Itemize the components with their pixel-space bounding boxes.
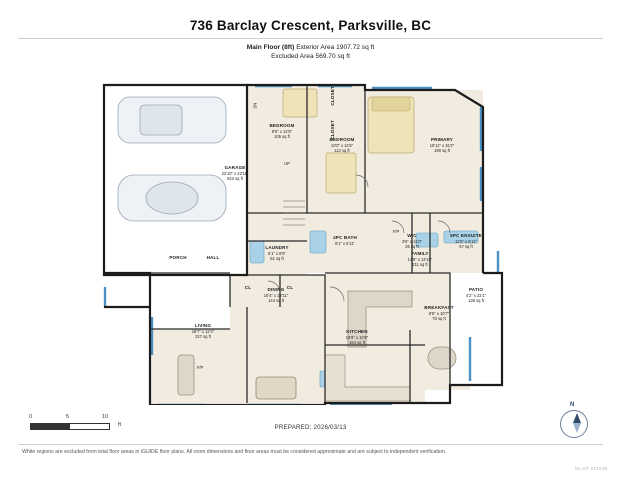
compass-needle-north [573, 413, 581, 423]
room-label-porch: PORCH [169, 255, 187, 260]
room-label-closet-2: CLOSET [330, 120, 336, 140]
disclaimer-text: White regions are excluded from total floor areas in iGUIDE floor plans. All room dimensions and floor areas must be considered approximate and are subject to independent verification. [22, 449, 447, 455]
room-label-dining: DINING 10'4" x 12'11" 144 sq ft [263, 287, 289, 303]
room-label-5pc-ensuite: 5PC ENSUITE 11'5" x 6'11" 67 sq ft [450, 233, 482, 249]
room-label-bedroom-2: BEDROOM 10'0" x 11'5" 113 sq ft [329, 137, 355, 153]
room-label-kitchen: KITCHEN 13'8" x 10'6" 164 sq ft [345, 329, 369, 345]
stair-label-up: UP [284, 161, 290, 166]
room-label-cl-1: CL [244, 285, 252, 290]
room-label-patio: PATIO 4'2" x 22'1" 136 sq ft [465, 287, 487, 303]
room-label-hall: HALL [206, 255, 220, 260]
floorplan-drawing [0, 55, 621, 405]
prepared-date: PREPARED: 2026/03/13 [274, 424, 347, 431]
room-label-fireplace-2: F/P [196, 365, 204, 370]
room-label-4pc-bath: 4PC BATH 8'1" x 5'11" [333, 235, 357, 246]
stair-label-dn: DN [252, 102, 258, 109]
room-label-cl-2: CL [286, 285, 294, 290]
room-label-breakfast: BREAKFAST 8'5" x 10'7" 78 sq ft [424, 305, 454, 321]
scale-tick-0: 0 [29, 414, 32, 420]
room-label-fireplace-1: F/P [392, 229, 400, 234]
room-label-bedroom-1: BEDROOM 9'0" x 12'8" 105 sq ft [269, 123, 295, 139]
divider-bottom [18, 444, 603, 445]
scale-tick-10: 10 [102, 414, 108, 420]
compass-north-label: N [570, 402, 575, 408]
compass-icon [556, 404, 590, 438]
scale-unit: ft [118, 422, 121, 428]
room-label-garage: GARAGE 22'10" x 22'11" 523 sq ft [221, 165, 249, 181]
room-label-family: FAMILY 14'9" x 13'10" 211 sq ft [407, 251, 433, 267]
room-label-primary: PRIMARY 10'11" x 15'2" 190 sq ft [429, 137, 455, 153]
floorplan-svg [0, 55, 621, 405]
page-title: 736 Barclay Crescent, Parksville, BC [189, 18, 432, 33]
room-label-closet-1: CLOSET [330, 86, 336, 106]
room-label-wic: WIC 3'6" x 11'0" 26 sq ft [402, 233, 422, 249]
floor-label: Main Floor (8ft) [246, 44, 295, 51]
divider-top [18, 38, 603, 39]
room-label-laundry: LAUNDRY 6'1" x 8'5" 51 sq ft [265, 245, 289, 261]
exterior-area: Exterior Area 1907.72 sq ft [296, 44, 375, 51]
excluded-area: Excluded Area 569.70 sq ft [271, 53, 350, 60]
mls-watermark: MLS® 921535 [575, 466, 608, 471]
room-label-living: LIVING 18'7" x 12'4" 227 sq ft [191, 323, 215, 339]
scale-tick-5: 5 [66, 414, 69, 420]
